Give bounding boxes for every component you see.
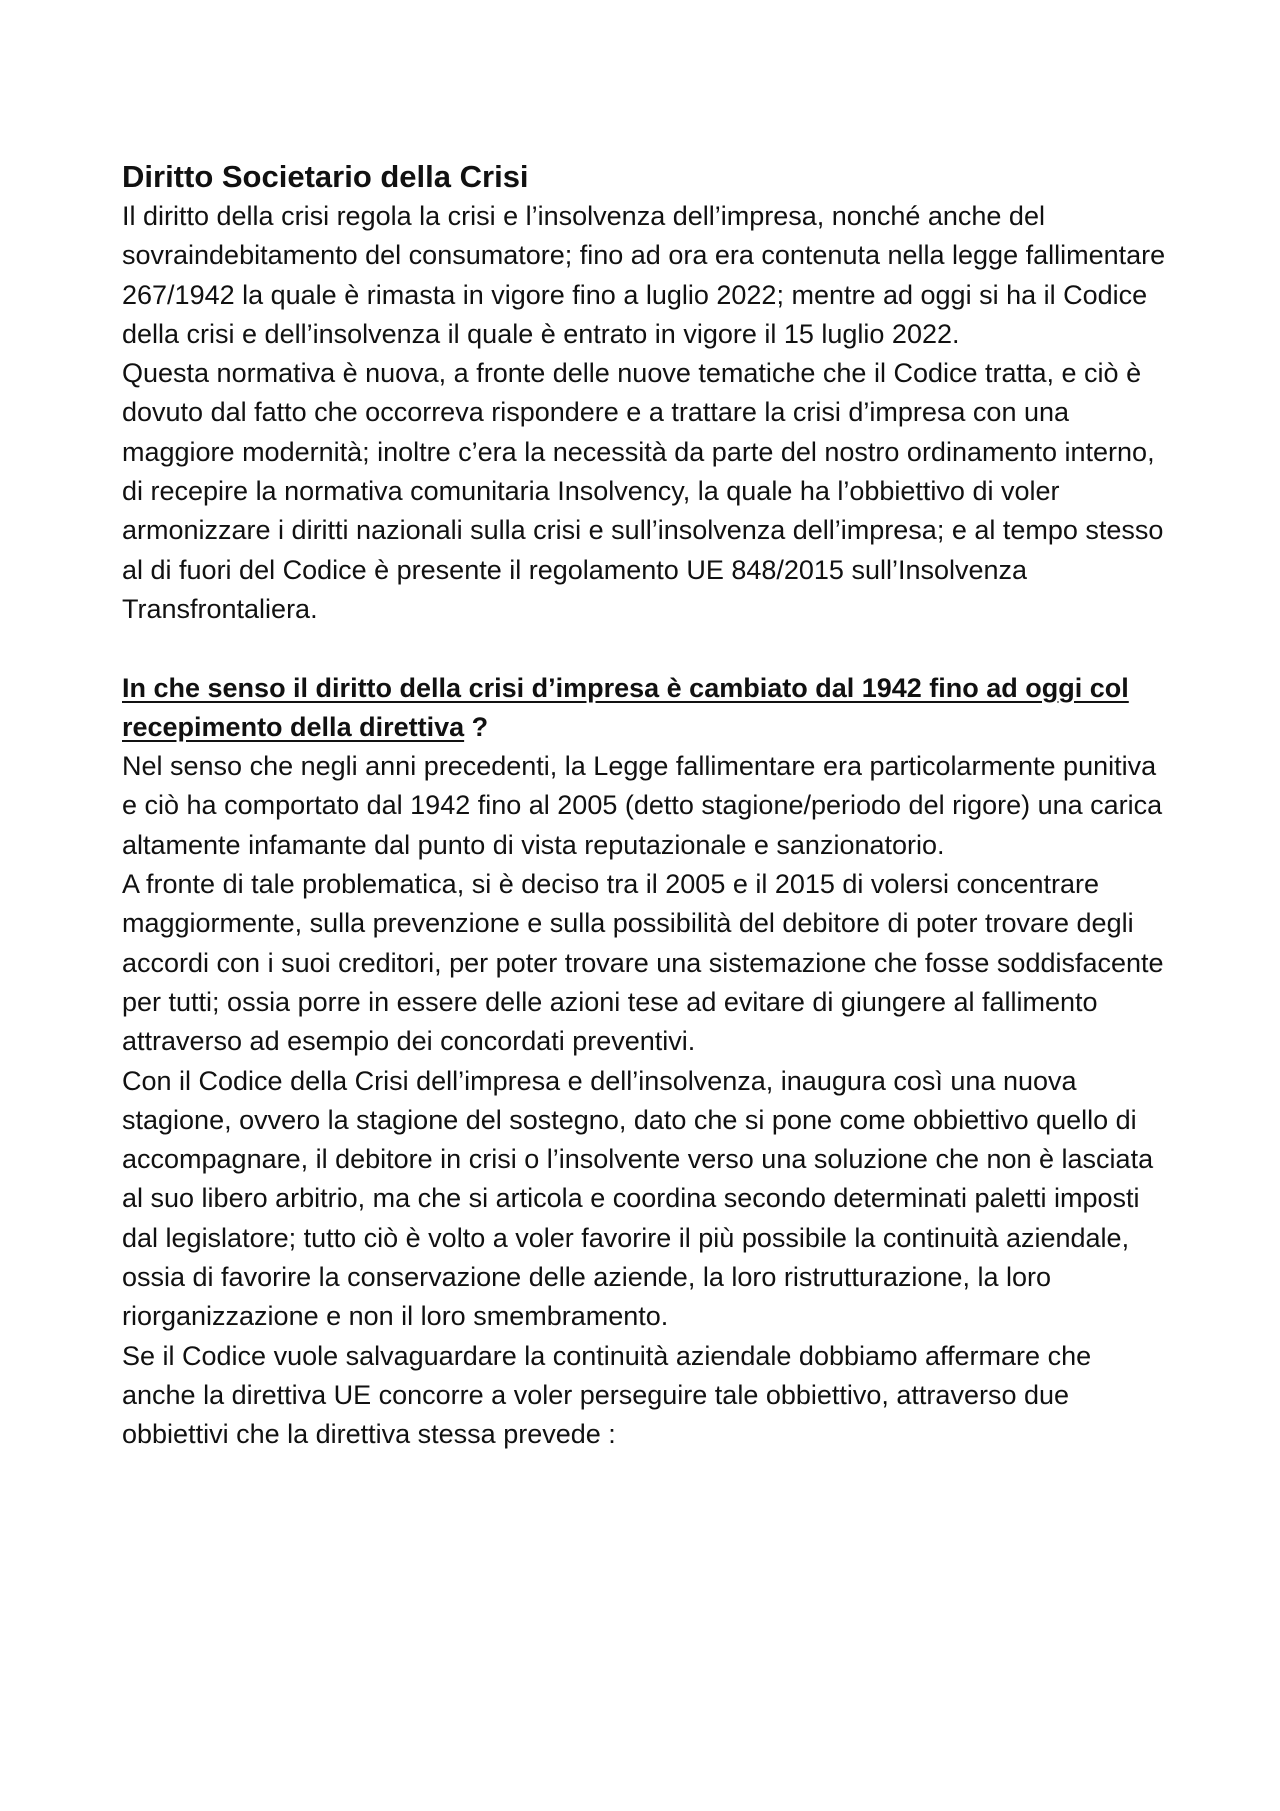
answer-paragraph: Se il Codice vuole salvaguardare la continuità aziendale dobbiamo affermare che anche la direttiva UE concorre a voler perseguire tale obbiettivo, attraverso due obbiettivi che la direttiva stessa prevede :: [122, 1340, 1092, 1450]
answer-paragraph: A fronte di tale problematica, si è deciso tra il 2005 e il 2015 di volersi concentrare maggiormente, sulla prevenzione e sulla possibilità del debitore di poter trovare degli accordi con i suoi creditori, per poter trovare una sistemazione che fosse soddisfacente per tutti; ossia porre in essere delle azioni tese ad evitare di giungere al fallimento attraverso ad esempio dei concordati preventivi.: [122, 869, 1164, 1057]
intro-paragraph: Il diritto della crisi regola la crisi e l’insolvenza dell’impresa, nonché anche del sovraindebitamento del consumatore; fino ad ora era contenuta nella legge fallimentare 267/1942 la quale è rimasta in vigore fino a luglio 2022; mentre ad oggi si ha il Codice della crisi e dell’insolvenza il quale è entrato in vigore il 15 luglio 2022.: [122, 201, 1166, 349]
question-mark: ?: [464, 711, 489, 742]
section-question: [122, 669, 1170, 748]
question-underlined-text: In che senso il diritto della crisi d’impresa è cambiato dal 1942 fino ad oggi col recepimento della direttiva: [122, 672, 1129, 742]
answer-paragraph: Con il Codice della Crisi dell’impresa e dell’insolvenza, inaugura così una nuova stagione, ovvero la stagione del sostegno, dato che si pone come obbiettivo quello di accompagnare, il debitore in crisi o l’insolvente verso una soluzione che non è lasciata al suo libero arbitrio, ma che si articola e coordina secondo determinati paletti imposti dal legislatore; tutto ciò è volto a voler favorire il più possibile la continuità aziendale, ossia di favorire la conservazione delle aziende, la loro ristrutturazione, la loro riorganizzazione e non il loro smembramento.: [122, 1065, 1154, 1332]
blank-line: [122, 629, 1170, 668]
document-title: Diritto Societario della Crisi: [122, 159, 529, 194]
intro-paragraph: Questa normativa è nuova, a fronte delle nuove tematiche che il Codice tratta, e ciò è dovuto dal fatto che occorreva rispondere e a trattare la crisi d’impresa con una maggiore modernità; inoltre c’era la necessità da parte del nostro ordinamento interno, di recepire la normativa comunitaria Insolvency, la quale ha l’obbiettivo di voler armonizzare i diritti nazionali sulla crisi e sull’insolvenza dell’impresa; e al tempo stesso al di fuori del Codice è presente il regolamento UE 848/2015 sull’Insolvenza Transfrontaliera.: [122, 358, 1164, 624]
document-body: [122, 157, 1170, 1455]
answer-paragraph: Nel senso che negli anni precedenti, la Legge fallimentare era particolarmente punitiva e ciò ha comportato dal 1942 fino al 2005 (detto stagione/periodo del rigore) una carica altamente infamante dal punto di vista reputazionale e sanzionatorio.: [122, 751, 1163, 860]
